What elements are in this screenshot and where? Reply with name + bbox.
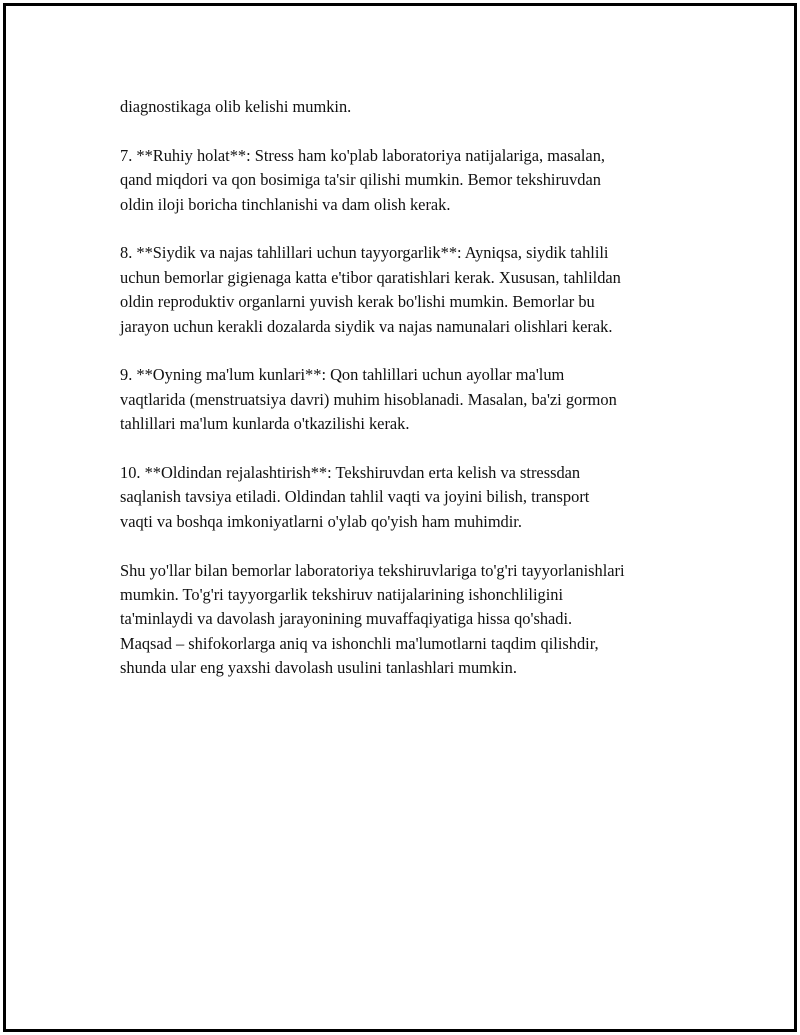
paragraph-conclusion xyxy=(120,559,710,681)
text-line: qand miqdori va qon bosimiga ta'sir qilishi mumkin. Bemor tekshiruvdan xyxy=(120,170,601,190)
paragraph-item-10 xyxy=(120,461,710,534)
document-body xyxy=(120,95,710,705)
text-line: Maqsad – shifokorlarga aniq va ishonchli ma'lumotlarni taqdim qilishdir, xyxy=(120,633,599,653)
text-line: mumkin. To'g'ri tayyorgarlik tekshiruv natijalarining ishonchliligini xyxy=(120,585,564,605)
text-line: ta'minlaydi va davolash jarayonining muvaffaqiyatiga hissa qo'shadi. xyxy=(120,609,573,629)
text-line: vaqti va boshqa imkoniyatlarni o'ylab qo'yish ham muhimdir. xyxy=(120,511,522,531)
text-line: tahlillari ma'lum kunlarda o'tkazilishi kerak. xyxy=(120,414,410,434)
text-line: saqlanish tavsiya etiladi. Oldindan tahlil vaqti va joyini bilish, transport xyxy=(120,487,590,507)
text-line: shunda ular eng yaxshi davolash usulini tanlashlari mumkin. xyxy=(120,658,517,678)
text-line: Shu yo'llar bilan bemorlar laboratoriya tekshiruvlariga to'g'ri tayyorlanishlari xyxy=(120,560,625,580)
text-line: uchun bemorlar gigienaga katta e'tibor qaratishlari kerak. Xususan, tahlildan xyxy=(120,267,621,287)
paragraph-item-8 xyxy=(120,241,710,339)
paragraph-item-7 xyxy=(120,144,710,217)
paragraph-item-9 xyxy=(120,363,710,436)
text-line: oldin reproduktiv organlarni yuvish kerak bo'lishi mumkin. Bemorlar bu xyxy=(120,292,595,312)
text-line: 9. **Oyning ma'lum kunlari**: Qon tahlillari uchun ayollar ma'lum xyxy=(120,365,565,385)
paragraph-continuation xyxy=(120,95,710,119)
text-line: 8. **Siydik va najas tahlillari uchun tayyorgarlik**: Ayniqsa, siydik tahlili xyxy=(120,243,609,263)
text-line: oldin iloji boricha tinchlanishi va dam olish kerak. xyxy=(120,194,451,214)
text-line: 7. **Ruhiy holat**: Stress ham ko'plab laboratoriya natijalariga, masalan, xyxy=(120,145,605,165)
text-line: 10. **Oldindan rejalashtirish**: Tekshiruvdan erta kelish va stressdan xyxy=(120,463,581,483)
text-line: diagnostikaga olib kelishi mumkin. xyxy=(120,97,352,116)
text-line: jarayon uchun kerakli dozalarda siydik va najas namunalari olishlari kerak. xyxy=(120,316,613,336)
document-page xyxy=(3,3,797,1032)
text-line: vaqtlarida (menstruatsiya davri) muhim hisoblanadi. Masalan, ba'zi gormon xyxy=(120,389,617,409)
